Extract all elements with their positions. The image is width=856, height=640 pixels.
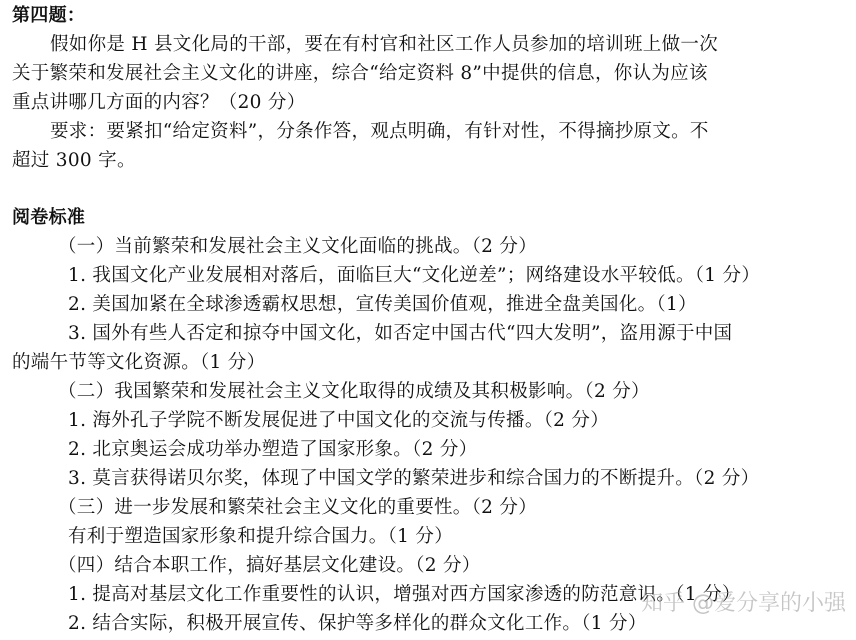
grading-item: 1. 提高对基层文化工作重要性的认识，增强对西方国家渗透的防范意识。（1 分） xyxy=(68,584,741,605)
grading-section-title: （四）结合本职工作，搞好基层文化建设。（2 分） xyxy=(58,555,481,576)
grading-item: 有利于塑造国家形象和提升综合国力。（1 分） xyxy=(68,526,454,547)
question-line: 关于繁荣和发展社会主义文化的讲座，综合“给定资料 8”中提供的信息，你认为应该 xyxy=(12,63,708,84)
grading-heading: 阅卷标准 xyxy=(12,207,86,228)
question-requirement: 要求：要紧扣“给定资料”，分条作答，观点明确，有针对性，不得摘抄原文。不 xyxy=(50,121,709,142)
grading-section-title: （三）进一步发展和繁荣社会主义文化的重要性。（2 分） xyxy=(58,497,538,518)
watermark: 知乎 @爱分享的小强 xyxy=(641,591,846,616)
grading-section-title: （二）我国繁荣和发展社会主义文化取得的成绩及其积极影响。（2 分） xyxy=(58,381,650,402)
grading-item: 1. 海外孔子学院不断发展促进了中国文化的交流与传播。（2 分） xyxy=(68,410,610,431)
grading-item: 的端午节等文化资源。（1 分） xyxy=(12,352,266,373)
grading-item: 2. 美国加紧在全球渗透霸权思想，宣传美国价值观，推进全盘美国化。（1） xyxy=(68,294,697,315)
grading-item: 3. 国外有些人否定和掠夺中国文化，如否定中国古代“四大发明”，盗用源于中国 xyxy=(68,323,733,344)
question-requirement: 超过 300 字。 xyxy=(12,150,136,171)
grading-item: 2. 结合实际，积极开展宣传、保护等多样化的群众文化工作。（1 分） xyxy=(68,613,647,634)
grading-section-title: （一）当前繁荣和发展社会主义文化面临的挑战。（2 分） xyxy=(58,236,538,257)
grading-item: 1. 我国文化产业发展相对落后，面临巨大“文化逆差”；网络建设水平较低。（1 分） xyxy=(68,265,761,286)
grading-item: 3. 莫言获得诺贝尔奖，体现了中国文学的繁荣进步和综合国力的不断提升。（2 分） xyxy=(68,468,760,489)
question-line: 假如你是 H 县文化局的干部，要在有村官和社区工作人员参加的培训班上做一次 xyxy=(50,34,718,55)
question-heading: 第四题： xyxy=(12,5,86,26)
question-line: 重点讲哪几方面的内容？（20 分） xyxy=(12,92,306,113)
grading-item: 2. 北京奥运会成功举办塑造了国家形象。（2 分） xyxy=(68,439,478,460)
